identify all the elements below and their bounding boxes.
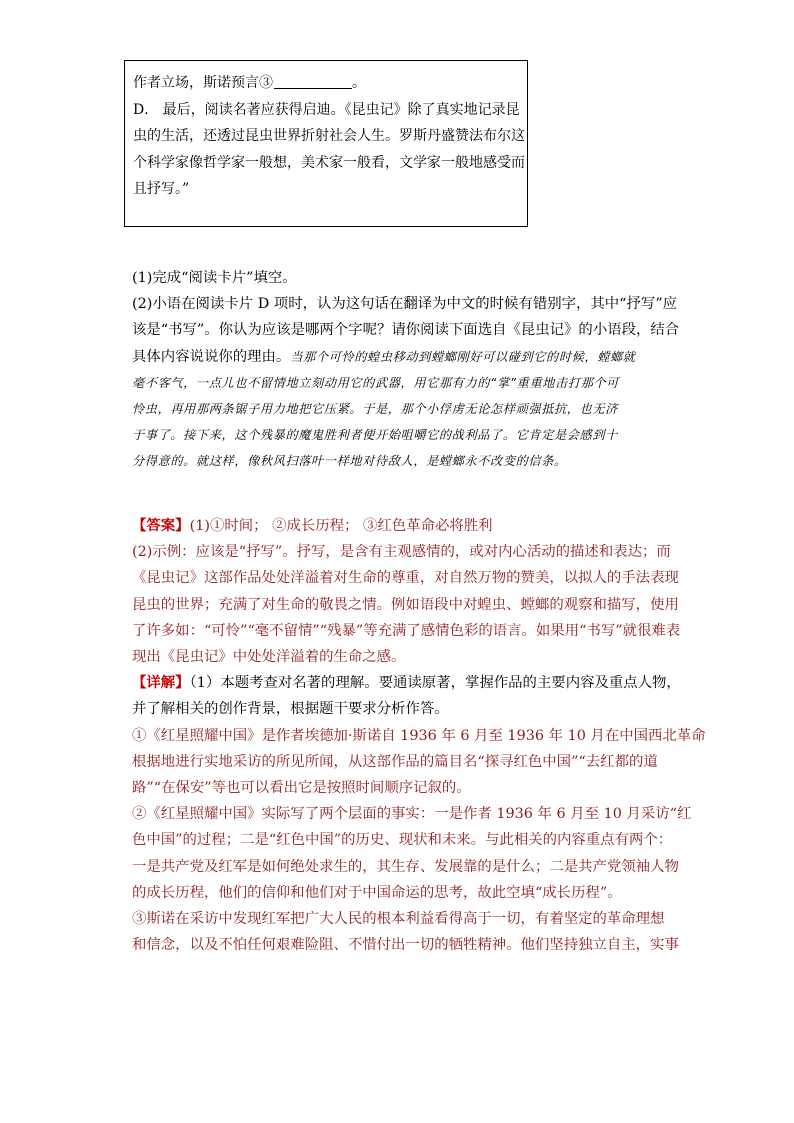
question-1: (1)完成“阅读卡片”填空。 xyxy=(132,270,297,286)
detail-point-2-line-2: 色中国”的过程；二是“红色中国”的历史、现状和未来。与此相关的内容重点有两个： xyxy=(132,832,673,849)
questions-section xyxy=(132,265,680,475)
detail-label: 【详解】 xyxy=(132,674,190,692)
detail-point-1-line-1: ①《红星照耀中国》是作者埃德加·斯诺自 1936 年 6 月至 1936 年 10 月在中国西北革命 xyxy=(132,727,706,744)
card-line-1-text: 作者立场，斯诺预言③ xyxy=(133,75,273,91)
card-line-1-end: 。 xyxy=(352,75,366,91)
detail-point-2-line-1: ②《红星照耀中国》实际写了两个层面的事实：一是作者 1936 年 6 月至 10 月采访“红 xyxy=(132,806,692,823)
card-line-5: 且抒写。” xyxy=(133,181,190,197)
question-2-line-2: 该是“书写”。你认为应该是哪两个字呢？请你阅读下面选自《昆虫记》的小语段，结合 xyxy=(132,322,680,339)
detail-line-1-text: （1）本题考查对名著的理解。要通读原著，掌握作品的主要内容及重点人物， xyxy=(189,675,681,692)
answer-line-6: 现出《昆虫记》中处处洋溢着的生命之感。 xyxy=(132,649,406,666)
card-line-3: 虫的生活，还透过昆虫世界折射社会人生。罗斯丹盛赞法布尔这 xyxy=(133,128,525,144)
card-line-2: D． 最后，阅读名著应获得启迪。《昆虫记》除了真实地记录昆 xyxy=(133,101,520,118)
detail-point-2-line-3: 一是共产党及红军是如何绝处求生的，其生存、发展靠的是什么；二是共产党领袖人物 xyxy=(132,858,679,875)
answer-part-1: (1)①时间； ②成长历程； ③红色革命必将胜利 xyxy=(189,518,493,534)
detail-point-1-line-2: 根据地进行实地采访的所见所闻，从这部作品的篇目名“探寻红色中国”“去红都的道 xyxy=(132,753,658,770)
detail-line-2: 并了解相关的创作背景，根据题干要求分析作答。 xyxy=(132,701,449,718)
answer-line-2: (2)示例：应该是“抒写”。抒写，是含有主观感情的，或对内心活动的描述和表达；而 xyxy=(132,544,671,561)
question-2-line-3 xyxy=(132,344,672,370)
passage-line-1: 毫不客气，一点儿也不留情地立刻动用它的武器，用它那有力的“掌”重重地击打那个可 xyxy=(132,375,619,390)
detail-point-3-line-2: 和信念，以及不怕任何艰难险阻、不惜付出一切的牺牲精神。他们坚持独立自主，实事 xyxy=(132,937,679,954)
question-2-line-3-prefix: 具体内容说说你的理由。 xyxy=(132,348,291,365)
detail-point-3-line-1: ③斯诺在采访中发现红军把广大人民的根本利益看得高于一切，有着坚定的革命理想 xyxy=(132,911,665,928)
question-2-line-1: (2)小语在阅读卡片 D 项时，认为这句话在翻译为中文的时候有错别字，其中“抒写”应 xyxy=(132,296,678,313)
answer-label: 【答案】 xyxy=(132,517,190,534)
answer-section xyxy=(132,513,706,958)
card-line-1 xyxy=(133,70,519,97)
answer-line-4: 昆虫的世界；充满了对生命的敬畏之情。例如语段中对蝗虫、螳螂的观察和描写，使用 xyxy=(132,596,679,613)
answer-line-5: 了许多如：“可怜”“毫不留情”“残暴”等充满了感情色彩的语言。如果用“书写”就很难表 xyxy=(132,622,681,639)
reading-card-box xyxy=(124,60,528,227)
detail-point-2-line-4: 的成长历程，他们的信仰和他们对于中国命运的思考，故此空填“成长历程”。 xyxy=(132,884,622,901)
passage-line-2: 怜虫，再用那两条锯子用力地把它压紧。于是，那个小俘虏无论怎样顽强抵抗，也无济 xyxy=(132,402,618,417)
passage-line-4: 分得意的。就这样，像秋风扫落叶一样地对待敌人，是螳螂永不改变的信条。 xyxy=(132,454,567,469)
detail-line-1 xyxy=(132,670,681,696)
passage-start: 当那个可怜的蝗虫移动到螳螂刚好可以碰到它的时候，螳螂就 xyxy=(290,349,636,364)
answer-line-1 xyxy=(132,513,672,539)
answer-blank-3 xyxy=(274,74,352,89)
answer-line-3: 《昆虫记》这部作品处处洋溢着对生命的尊重，对自然万物的赞美，以拟人的手法表现 xyxy=(132,570,679,587)
passage-line-3: 于事了。接下来，这个残暴的魔鬼胜利者便开始咀嚼它的战利品了。它肯定是会感到十 xyxy=(132,428,618,443)
card-line-4: 个科学家像哲学家一般想，美术家一般看，文学家一般地感受而 xyxy=(133,154,525,171)
detail-point-1-line-3: 路”“在保安”等也可以看出它是按照时间顺序记叙的。 xyxy=(132,780,471,797)
